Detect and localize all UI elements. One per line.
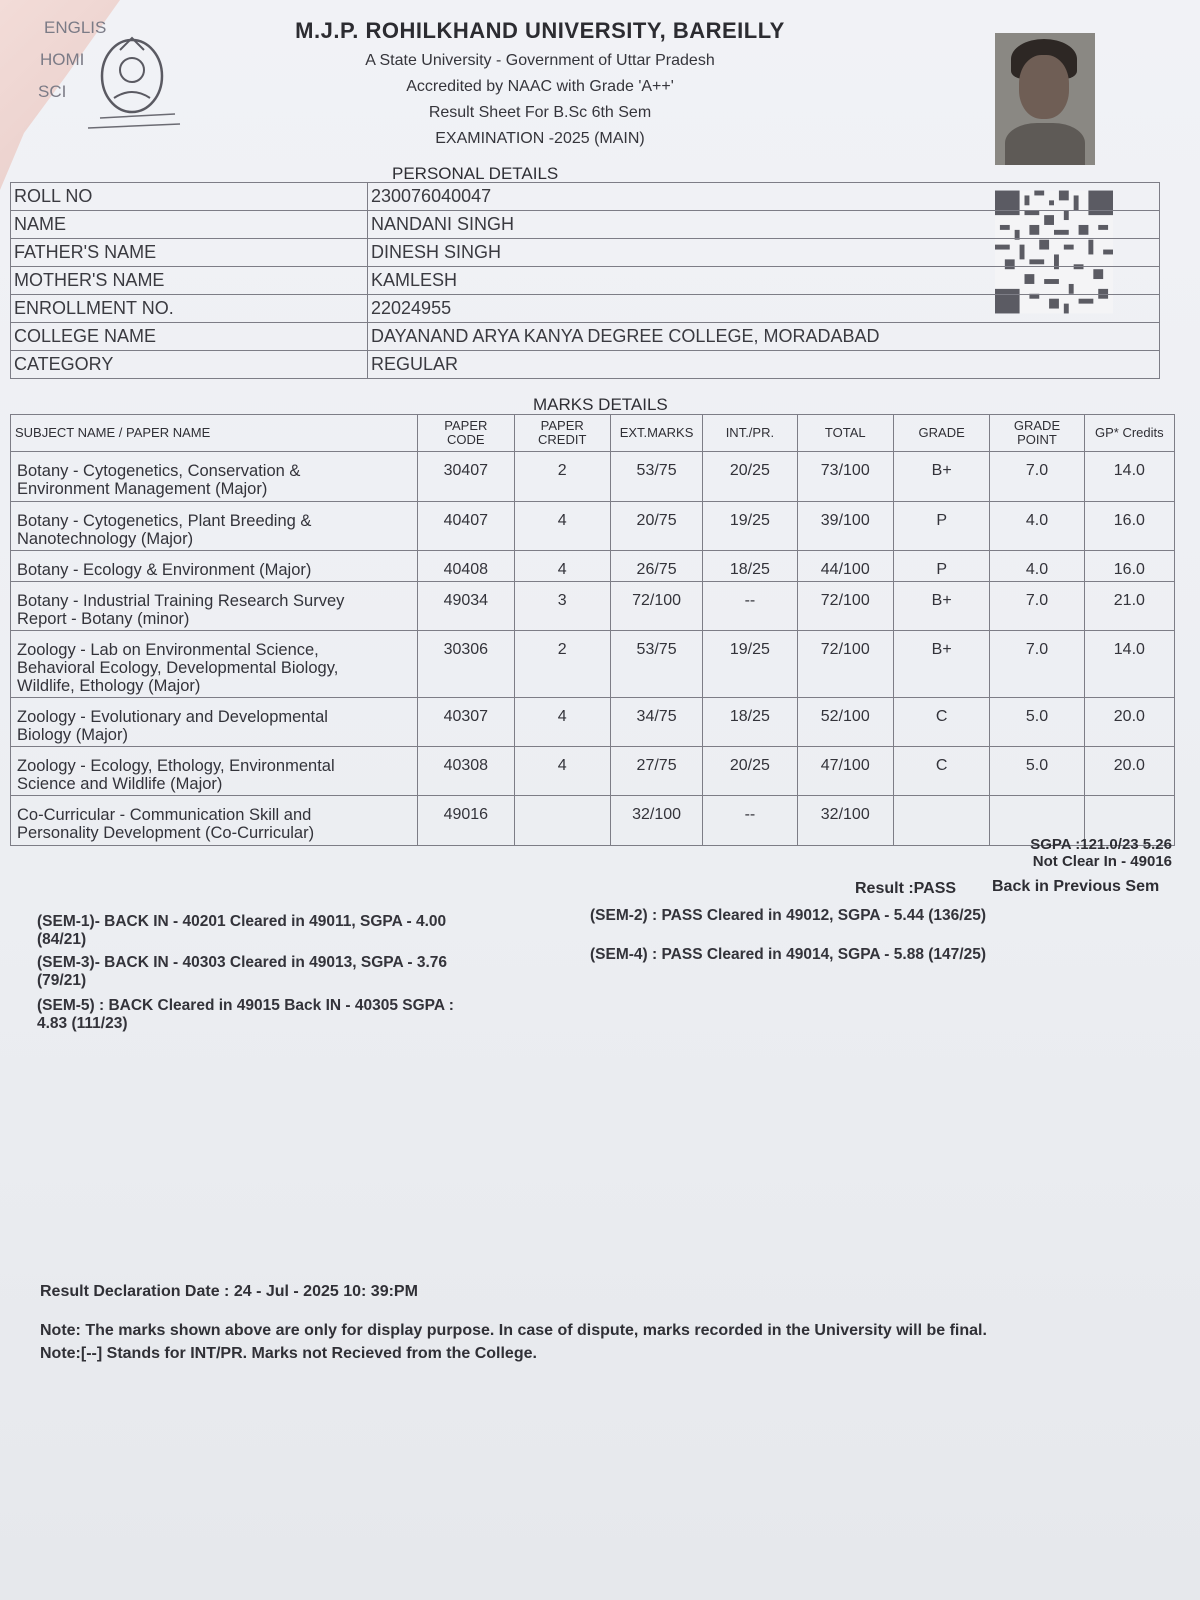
- personal-row: [11, 295, 1160, 323]
- grade: B+: [893, 582, 989, 631]
- marks-row: [11, 796, 1175, 846]
- ext-marks: 53/75: [610, 452, 702, 502]
- paper-credit: 2: [514, 452, 610, 502]
- subject-name: Botany - Cytogenetics, Plant Breeding & Nanotechnology (Major): [11, 502, 418, 551]
- personal-row: [11, 239, 1160, 267]
- col-grade-point: GRADE POINT: [990, 415, 1084, 452]
- paper-code: 30407: [418, 452, 514, 502]
- subject-name: Zoology - Lab on Environmental Science, Behavioral Ecology, Developmental Biology, Wildlife, Ethology (Major): [11, 631, 418, 698]
- paper-code: 30306: [418, 631, 514, 698]
- name-value: NANDANI SINGH: [368, 211, 1160, 239]
- grade: C: [893, 698, 989, 747]
- marks-table: [10, 414, 1175, 846]
- paper-credit: 4: [514, 551, 610, 582]
- int-pr-marks: 19/25: [703, 502, 797, 551]
- personal-row: [11, 211, 1160, 239]
- enrollment-value: 22024955: [368, 295, 1160, 323]
- paper-code: 40407: [418, 502, 514, 551]
- college-name-value: DAYANAND ARYA KANYA DEGREE COLLEGE, MORADABAD: [368, 323, 1160, 351]
- grade-point: 7.0: [990, 582, 1084, 631]
- col-ext-marks: EXT.MARKS: [610, 415, 702, 452]
- gp-credits: 16.0: [1084, 551, 1174, 582]
- marks-details-heading: MARKS DETAILS: [533, 395, 668, 414]
- paper-credit: [514, 796, 610, 846]
- ext-marks: 34/75: [610, 698, 702, 747]
- personal-row: [11, 183, 1160, 211]
- marks-header-row: [11, 415, 1175, 452]
- int-pr-marks: 19/25: [703, 631, 797, 698]
- subject-name: Botany - Cytogenetics, Conservation & Environment Management (Major): [11, 452, 418, 502]
- total-marks: 52/100: [797, 698, 893, 747]
- back-in-previous-sem: Back in Previous Sem: [992, 878, 1160, 895]
- background-text-2: HOMI: [40, 50, 85, 69]
- university-name: M.J.P. ROHILKHAND UNIVERSITY, BAREILLY: [295, 18, 785, 43]
- grade-point: 7.0: [990, 452, 1084, 502]
- paper-code: 49034: [418, 582, 514, 631]
- category-value: REGULAR: [368, 351, 1160, 379]
- note-int-pr: Note:[--] Stands for INT/PR. Marks not Recieved from the College.: [40, 1345, 537, 1362]
- ext-marks: 26/75: [610, 551, 702, 582]
- col-int-pr: INT./PR.: [703, 415, 797, 452]
- subject-name: Zoology - Evolutionary and Developmental Biology (Major): [11, 698, 418, 747]
- ext-marks: 32/100: [610, 796, 702, 846]
- personal-row: [11, 351, 1160, 379]
- college-name-label: COLLEGE NAME: [11, 323, 368, 351]
- subject-name: Zoology - Ecology, Ethology, Environmental Science and Wildlife (Major): [11, 747, 418, 796]
- sem2-result: (SEM-2) : PASS Cleared in 49012, SGPA - 5.44 (136/25): [590, 907, 986, 924]
- ext-marks: 72/100: [610, 582, 702, 631]
- personal-details-table: [10, 182, 1160, 379]
- subject-name: Co-Curricular - Communication Skill and Personality Development (Co-Curricular): [11, 796, 418, 846]
- int-pr-marks: 20/25: [703, 452, 797, 502]
- grade: P: [893, 551, 989, 582]
- int-pr-marks: 20/25: [703, 747, 797, 796]
- grade-point: 5.0: [990, 698, 1084, 747]
- grade-point: 7.0: [990, 631, 1084, 698]
- total-marks: 47/100: [797, 747, 893, 796]
- col-paper-code: PAPER CODE: [418, 415, 514, 452]
- grade-point: 5.0: [990, 747, 1084, 796]
- marks-row: [11, 631, 1175, 698]
- personal-row: [11, 323, 1160, 351]
- gp-credits: 16.0: [1084, 502, 1174, 551]
- grade: P: [893, 502, 989, 551]
- subject-name: Botany - Industrial Training Research Survey Report - Botany (minor): [11, 582, 418, 631]
- not-clear-in: Not Clear In - 49016: [1032, 853, 1172, 870]
- paper-credit: 4: [514, 747, 610, 796]
- int-pr-marks: --: [703, 796, 797, 846]
- examination-title: EXAMINATION -2025 (MAIN): [435, 130, 645, 147]
- total-marks: 72/100: [797, 631, 893, 698]
- note-display-purpose: Note: The marks shown above are only for display purpose. In case of dispute, marks recorded in the University will be final.: [40, 1322, 987, 1339]
- marks-row: [11, 551, 1175, 582]
- col-total: TOTAL: [797, 415, 893, 452]
- total-marks: 73/100: [797, 452, 893, 502]
- grade: B+: [893, 631, 989, 698]
- gp-credits: 20.0: [1084, 698, 1174, 747]
- int-pr-marks: 18/25: [703, 551, 797, 582]
- paper-credit: 2: [514, 631, 610, 698]
- accreditation: Accredited by NAAC with Grade 'A++': [406, 78, 674, 95]
- col-grade: GRADE: [893, 415, 989, 452]
- subject-name: Botany - Ecology & Environment (Major): [11, 551, 418, 582]
- marks-row: [11, 502, 1175, 551]
- paper-code: 40308: [418, 747, 514, 796]
- col-gp-credits: GP* Credits: [1084, 415, 1174, 452]
- name-label: NAME: [11, 211, 368, 239]
- col-paper-credit: PAPER CREDIT: [514, 415, 610, 452]
- sem3-result: (SEM-3)- BACK IN - 40303 Cleared in 49013, SGPA - 3.76 (79/21): [37, 954, 448, 989]
- paper-credit: 4: [514, 698, 610, 747]
- ext-marks: 53/75: [610, 631, 702, 698]
- paper-credit: 3: [514, 582, 610, 631]
- result-status: Result :PASS: [855, 880, 957, 897]
- ext-marks: 20/75: [610, 502, 702, 551]
- result-sheet-title: Result Sheet For B.Sc 6th Sem: [428, 104, 652, 121]
- gp-credits: 20.0: [1084, 747, 1174, 796]
- grade-point: 4.0: [990, 551, 1084, 582]
- paper-code: 40307: [418, 698, 514, 747]
- col-subject: SUBJECT NAME / PAPER NAME: [11, 415, 418, 452]
- sem4-result: (SEM-4) : PASS Cleared in 49014, SGPA - 5.88 (147/25): [590, 946, 986, 963]
- gp-credits: 14.0: [1084, 452, 1174, 502]
- grade: [893, 796, 989, 846]
- father-name-value: DINESH SINGH: [368, 239, 1160, 267]
- mother-name-value: KAMLESH: [368, 267, 1160, 295]
- total-marks: 72/100: [797, 582, 893, 631]
- background-text-3: SCI: [38, 82, 67, 101]
- grade-point: 4.0: [990, 502, 1084, 551]
- paper-code: 49016: [418, 796, 514, 846]
- result-declaration-date: Result Declaration Date : 24 - Jul - 2025 10: 39:PM: [40, 1283, 418, 1300]
- total-marks: 32/100: [797, 796, 893, 846]
- grade: C: [893, 747, 989, 796]
- total-marks: 44/100: [797, 551, 893, 582]
- university-status: A State University - Government of Uttar Pradesh: [365, 52, 715, 69]
- sgpa: SGPA :121.0/23 5.26: [1030, 836, 1172, 853]
- father-name-label: FATHER'S NAME: [11, 239, 368, 267]
- personal-row: [11, 267, 1160, 295]
- ext-marks: 27/75: [610, 747, 702, 796]
- gp-credits: 14.0: [1084, 631, 1174, 698]
- gp-credits: 21.0: [1084, 582, 1174, 631]
- enrollment-label: ENROLLMENT NO.: [11, 295, 368, 323]
- student-photo: [995, 33, 1095, 165]
- university-logo: [70, 28, 190, 138]
- paper-credit: 4: [514, 502, 610, 551]
- paper-code: 40408: [418, 551, 514, 582]
- roll-no-label: ROLL NO: [11, 183, 368, 211]
- marks-row: [11, 582, 1175, 631]
- int-pr-marks: 18/25: [703, 698, 797, 747]
- marks-row: [11, 747, 1175, 796]
- mother-name-label: MOTHER'S NAME: [11, 267, 368, 295]
- grade: B+: [893, 452, 989, 502]
- roll-no-value: 230076040047: [368, 183, 1160, 211]
- category-label: CATEGORY: [11, 351, 368, 379]
- total-marks: 39/100: [797, 502, 893, 551]
- marks-row: [11, 452, 1175, 502]
- personal-details-heading: PERSONAL DETAILS: [392, 164, 559, 183]
- int-pr-marks: --: [703, 582, 797, 631]
- marks-row: [11, 698, 1175, 747]
- background-text-1: ENGLIS: [44, 18, 107, 37]
- sem1-result: (SEM-1)- BACK IN - 40201 Cleared in 49011, SGPA - 4.00 (84/21): [37, 913, 447, 948]
- sem5-result: (SEM-5) : BACK Cleared in 49015 Back IN - 40305 SGPA : 4.83 (111/23): [37, 997, 454, 1032]
